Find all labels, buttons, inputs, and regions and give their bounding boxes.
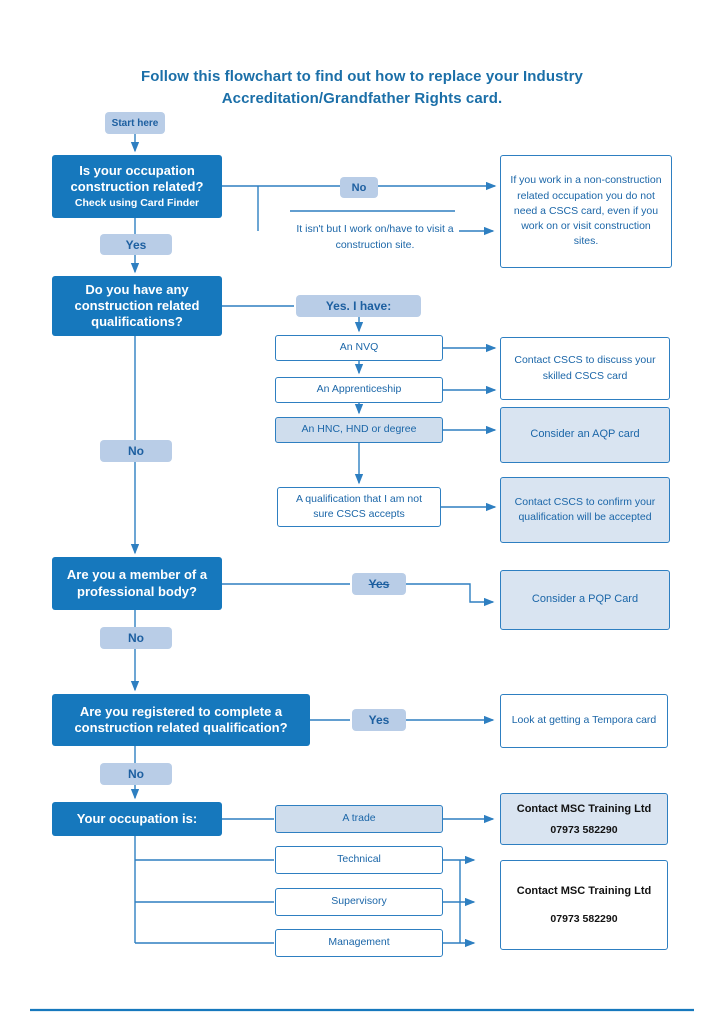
q2-no-chip: No (100, 440, 172, 462)
q3-yes-chip (352, 573, 406, 595)
q4-no-chip: No (100, 763, 172, 785)
occupation-technical: Technical (275, 846, 443, 874)
contact-msc-other-name: Contact MSC Training Ltd (516, 885, 652, 897)
occupation-supervisory: Supervisory (275, 888, 443, 916)
question-professional-body: Are you a member of a professional body? (52, 557, 222, 610)
result-contact-cscs-skilled: Contact CSCS to discuss your skilled CSCS card (500, 337, 670, 400)
question-occupation-related-title: Is your occupation construction related? (70, 162, 204, 194)
q2-yes-chip: Yes. I have: (296, 295, 421, 317)
q1-yes-chip: Yes (100, 234, 172, 255)
question-occupation-related (52, 155, 222, 218)
result-tempora-card: Look at getting a Tempora card (500, 694, 668, 748)
result-no-card-needed: If you work in a non-construction related occupation you do not need a CSCS card, even if you work on or visit construction sites. (500, 155, 672, 268)
result-contact-cscs-confirm: Contact CSCS to confirm your qualification will be accepted (500, 477, 670, 543)
contact-msc-trade (500, 793, 668, 845)
question-qualifications: Do you have any construction related qualifications? (52, 276, 222, 336)
q1-alt-path-text: It isn't but I work on/have to visit a construction site. (296, 223, 454, 251)
option-nvq: An NVQ (275, 335, 443, 361)
occupation-management: Management (275, 929, 443, 957)
question-registered-qualification: Are you registered to complete a construction related qualification? (52, 694, 310, 746)
contact-msc-other (500, 860, 668, 950)
question-occupation-type: Your occupation is: (52, 802, 222, 836)
result-pqp-card: Consider a PQP Card (500, 570, 670, 630)
occupation-trade: A trade (275, 805, 443, 833)
q1-no-chip: No (340, 177, 378, 198)
q3-no-chip: No (100, 627, 172, 649)
q4-yes-chip: Yes (352, 709, 406, 731)
contact-msc-trade-name: Contact MSC Training Ltd (516, 802, 652, 815)
result-aqp-card: Consider an AQP card (500, 407, 670, 463)
option-hnc-hnd-degree: An HNC, HND or degree (275, 417, 443, 443)
option-unsure-qualification: A qualification that I am not sure CSCS accepts (277, 487, 441, 527)
q3-yes-label: Yes (368, 577, 390, 591)
q5-branch-arrows (135, 819, 493, 943)
start-here-chip: Start here (105, 112, 165, 134)
contact-msc-other-phone: 07973 582290 (550, 913, 618, 925)
contact-msc-trade-phone: 07973 582290 (550, 823, 618, 836)
card-finder-note[interactable]: Check using Card Finder (74, 197, 200, 210)
option-apprenticeship: An Apprenticeship (275, 377, 443, 403)
page-title: Follow this flowchart to find out how to replace your Industry Accreditation/Grandfather Rights card. (140, 68, 584, 107)
